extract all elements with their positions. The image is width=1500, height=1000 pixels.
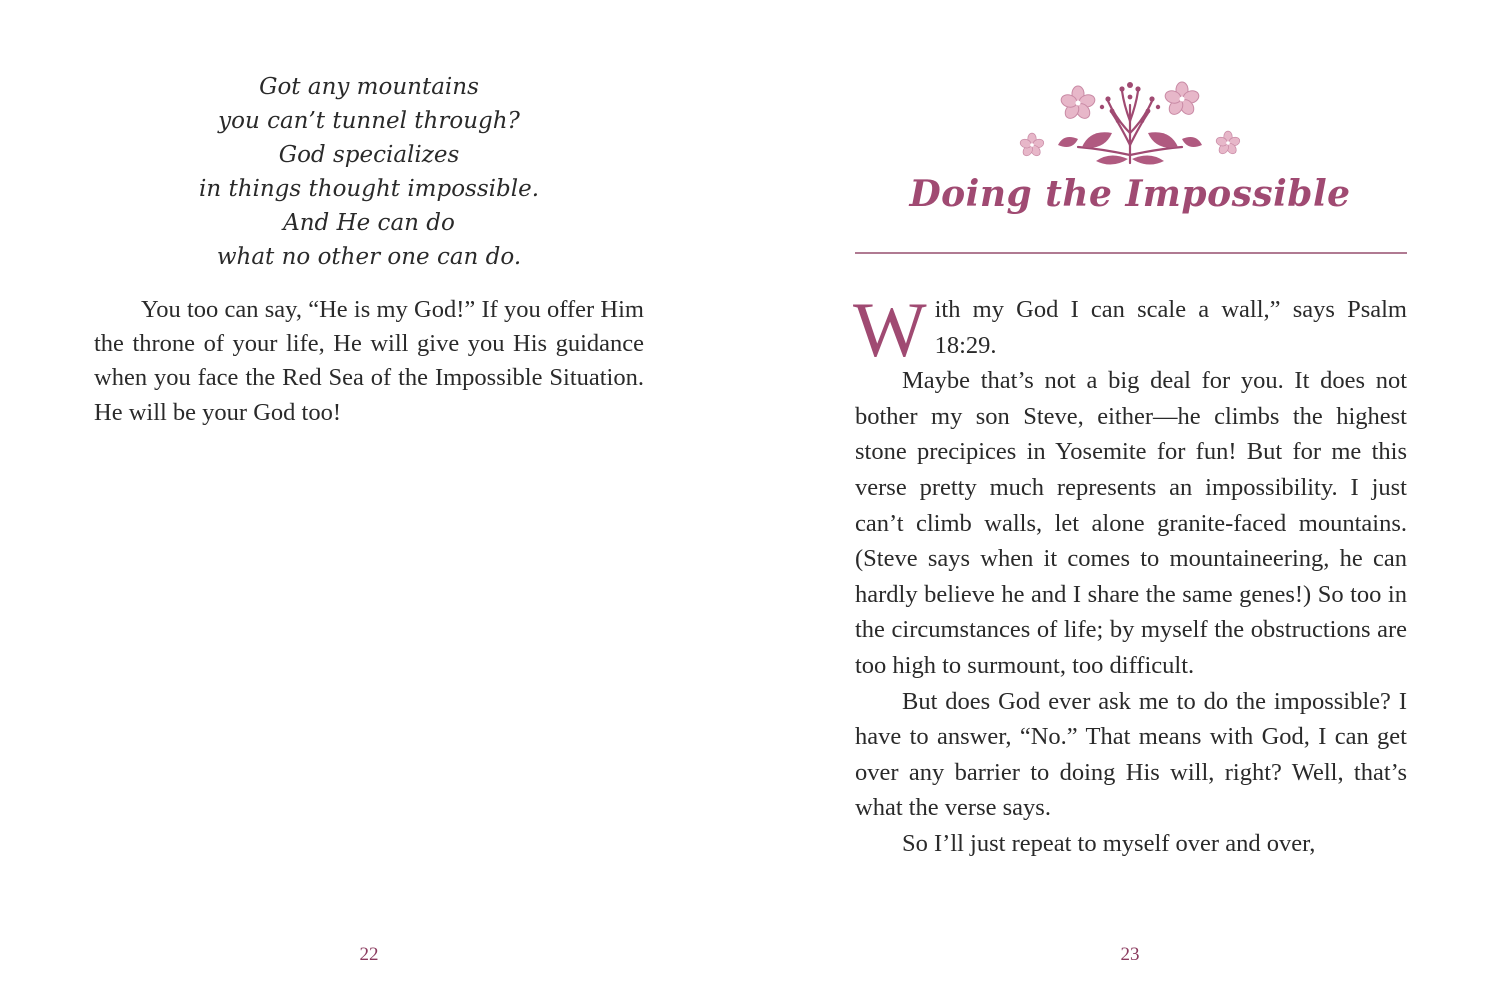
- page-number-right: 23: [1120, 944, 1140, 965]
- poem-line: in things thought impossible.: [198, 176, 540, 202]
- left-body: [94, 293, 644, 430]
- page-number-left: 22: [359, 944, 379, 965]
- body-paragraph: So I’ll just repeat to myself over and over,: [902, 829, 1316, 857]
- opening-paragraph-text: ith my God I can scale a wall,” says Psalm 18:29.: [934, 296, 1407, 359]
- right-body: [853, 286, 1407, 862]
- body-paragraph: But does God ever ask me to do the impossible? I have to answer, “No.” That means with God, I can get over any barrier to doing His will, right? Well, that’s what the verse says.: [855, 687, 1407, 822]
- poem: [94, 70, 644, 274]
- poem-line: Got any mountains: [259, 74, 479, 100]
- right-page: [750, 0, 1500, 1000]
- chapter-title: Doing the Impossible: [909, 173, 1351, 215]
- drop-cap: W: [853, 286, 927, 373]
- opening-paragraph: [853, 286, 1407, 373]
- poem-line: you can’t tunnel through?: [218, 108, 520, 134]
- poem-line: God specializes: [278, 142, 460, 168]
- poem-line: And He can do: [283, 210, 455, 236]
- body-paragraph: You too can say, “He is my God!” If you offer Him the throne of your life, He will give you His guidance when you face the Red Sea of the Impossible Situation. He will be your God too!: [94, 296, 644, 426]
- body-paragraph: Maybe that’s not a big deal for you. It does not bother my son Steve, either—he climbs the highest stone precipices in Yosemite for fun! But for me this verse pretty much represents an impossibility. I just can’t climb walls, let alone granite-faced mountains. (Steve says when it comes to mountaineering, he can hardly believe he and I share the same genes!) So too in the circumstances of life; by myself the obstructions are too high to surmount, too difficult.: [855, 367, 1407, 679]
- title-divider: [855, 252, 1407, 254]
- floral-ornament-icon: [1012, 75, 1248, 167]
- poem-line: what no other one can do.: [216, 244, 522, 270]
